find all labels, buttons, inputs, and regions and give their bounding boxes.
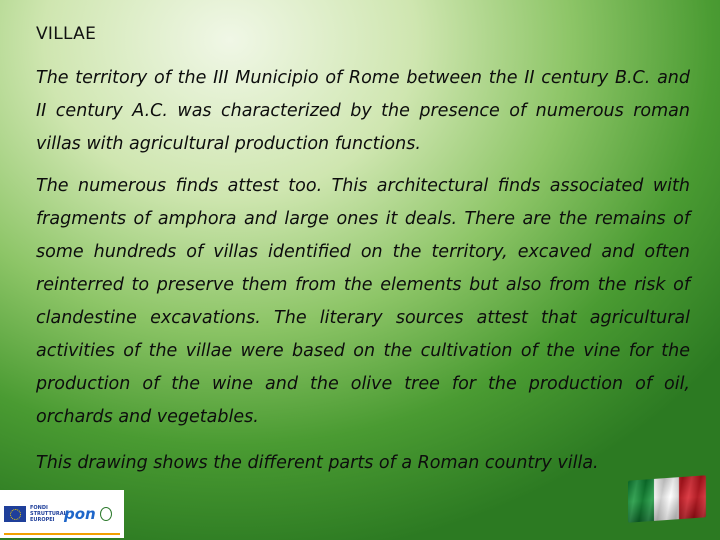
slide-title: VILLAE xyxy=(36,24,97,44)
paragraph-drawing-caption: This drawing shows the different parts of a Roman country villa. xyxy=(36,453,599,473)
flag-wave-shading xyxy=(628,475,706,522)
paragraph-territory: The territory of the III Municipio of Rome between the II century B.C. and II century A.C. was characterized by the presence of numerous roman villas with agricultural production functions. xyxy=(36,68,690,154)
fondi-strutturali-label: FONDI STRUTTURALI EUROPEI xyxy=(30,505,69,523)
pon-logo-banner xyxy=(0,490,124,538)
paragraph-finds: The numerous finds attest too. This architectural finds associated with fragments of amphora and large ones it deals. There are the remains of some hundreds of villas identified on the territory, excaved and often reinterred to preserve them from the elements but also from the risk of clandestine excavations. The literary sources attest that agricultural activities of the villae were based on the cultivation of the vine for the production of the wine and the olive tree for the production of oil, orchards and vegetables. xyxy=(36,176,690,427)
italian-flag-icon xyxy=(628,475,706,522)
pon-logo-text: pon xyxy=(64,505,96,523)
italian-emblem-icon xyxy=(100,507,112,521)
eu-flag-icon xyxy=(4,506,26,522)
logo-underline xyxy=(4,533,120,535)
